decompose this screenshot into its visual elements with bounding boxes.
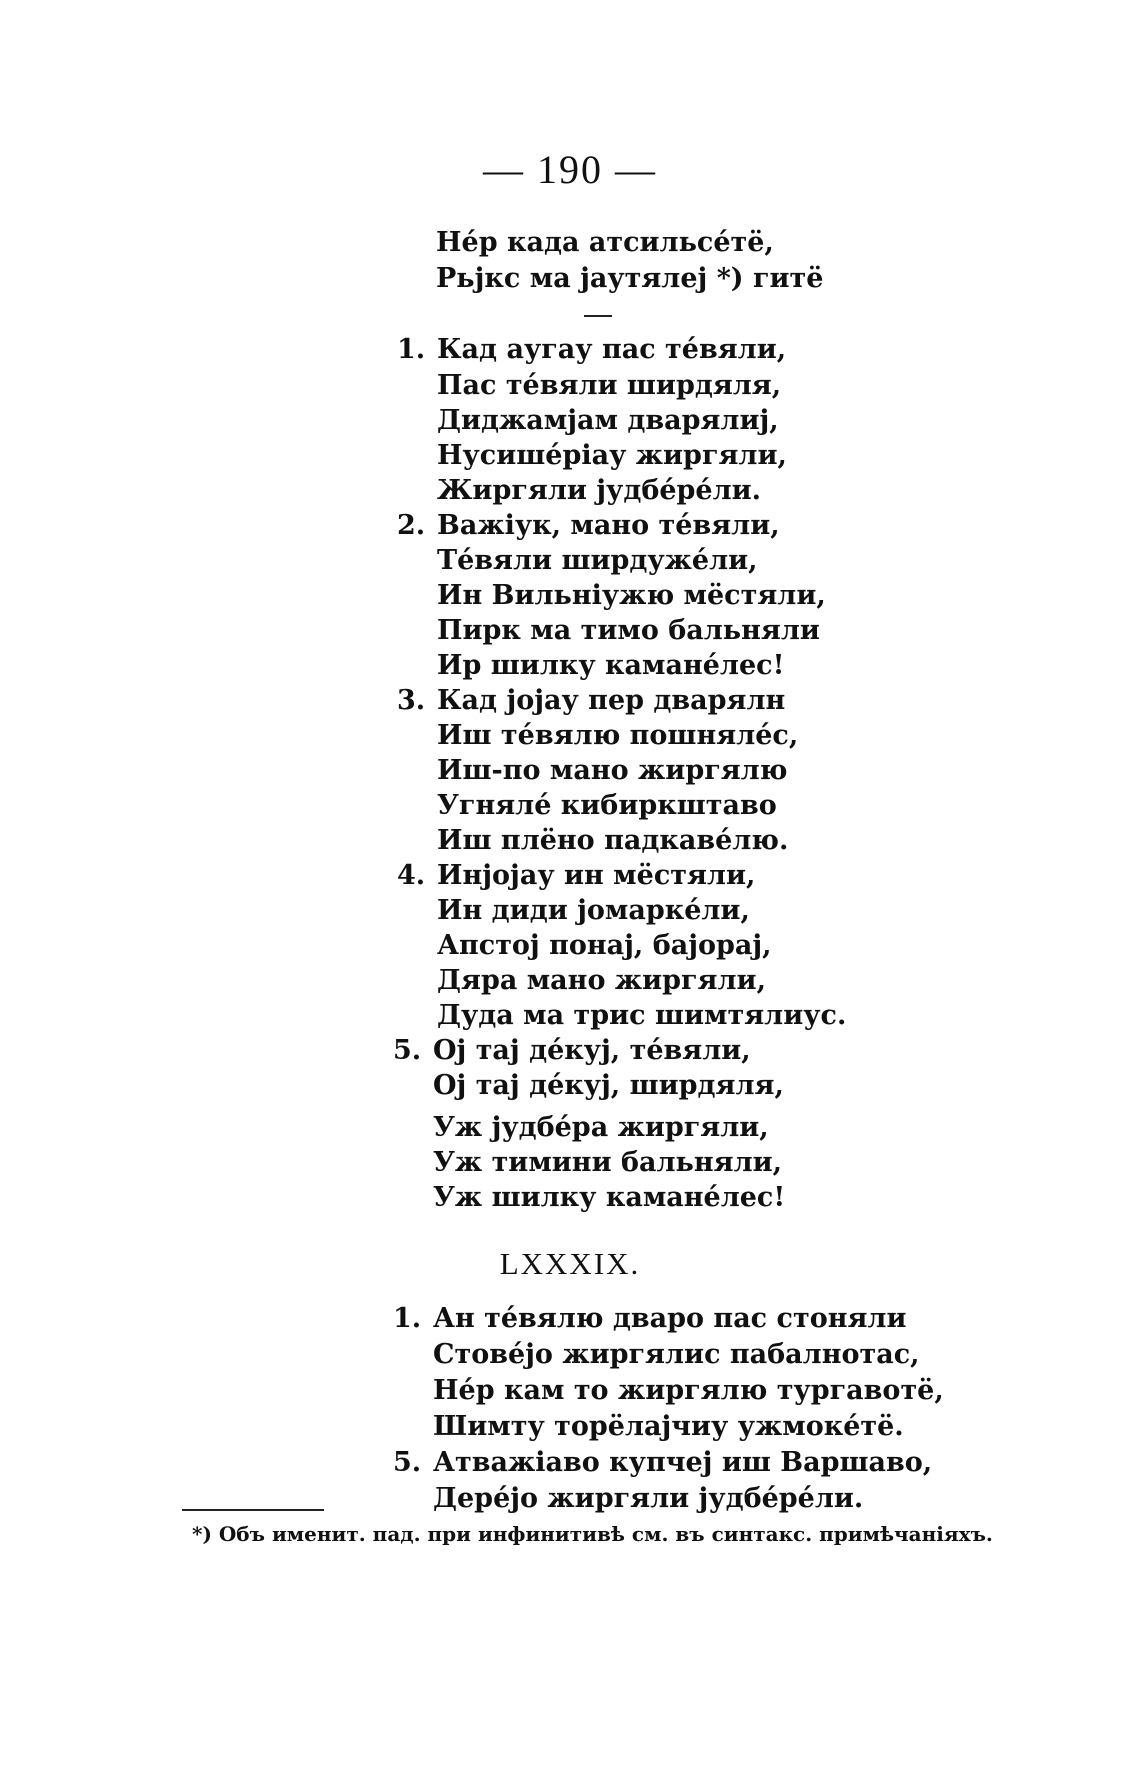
stanza-line: Ој тај дéкуј, ширдяля, [433,1070,784,1101]
stanza-line: Диджамјам дварялиј, [437,405,779,436]
stanza-line: 4. Инјојау ин мёстяли, [397,860,756,891]
stanza-number: 5. [393,1447,422,1478]
stanza-line: 5. Ој тај дéкуј, тéвяли, [393,1035,751,1066]
stanza-line: Тéвяли ширдужéли, [437,545,758,576]
stanza-line: Уж тимини бальняли, [433,1147,783,1178]
stanza-line: Дуда ма трис шимтялиус. [437,1000,847,1031]
stanza-line: 1. Кад аугау пас тéвяли, [397,334,787,365]
stanza-line: Шимту торёлајчиу ужмокéтё. [433,1411,904,1442]
stanza-line: Ин Вильніужю мёстяли, [437,580,826,611]
stanza-number: 1. [397,334,426,365]
stanza-number: 2. [397,510,426,541]
stanza-number: 4. [397,860,426,891]
stanza-line: Ир шилку каманéлес! [437,650,785,681]
stanza-line: 1. Ан тéвялю дваро пас стоняли [393,1303,907,1334]
section-heading: LXXXIX. [499,1246,641,1281]
stanza-number: 3. [397,685,426,716]
stanza-line: Уж шилку каманéлес! [433,1182,786,1213]
stanza-line: Ин диди јомаркéли, [437,895,750,926]
stanza-line: Стовéјо жиргялис пабалнотас, [433,1339,920,1370]
stanza-line: 2. Важіук, мано тéвяли, [397,510,780,541]
stanza-number: 1. [393,1303,422,1334]
stanza-line: 5. Атважіаво купчеј иш Варшаво, [393,1447,933,1478]
stanza-line: Иш-по мано жиргялю [437,755,788,786]
stanza-line: Нусишéріау жиргяли, [437,440,787,471]
stanza-line: Иш плёно падкавéлю. [437,825,789,856]
stanza-line: Угнялé кибиркштаво [437,790,777,821]
stanza-number: 5. [393,1035,422,1066]
stanza-line: Дерéјо жиргяли јудбéрéли. [433,1483,864,1514]
intro-line: Нéр када атсильсéтё, [436,227,774,258]
stanza-line: Нéр кам то жиргялю тургавотё, [433,1375,944,1406]
stanza-line: Уж јудбéра жиргяли, [433,1112,769,1143]
stanza-line: Жиргяли јудбéрéли. [437,475,762,506]
intro-line: Рьјкс ма јаутялеј *) гитё [436,263,824,294]
stanza-line: Пирк ма тимо бальняли [437,615,820,646]
section-divider [584,315,612,317]
footnote-rule [182,1509,324,1511]
stanza-line: Апстој понај, бајорај, [437,930,772,961]
stanza-line: Пас тéвяли ширдяля, [437,370,782,401]
stanza-line: Иш тéвялю пошнялéс, [437,720,799,751]
footnote: *) Объ именит. пад. при инфинитивѣ см. въ синтакс. примѣчаніяхъ. [192,1522,993,1546]
stanza-line: Дяра мано жиргяли, [437,965,766,996]
stanza-line: 3. Кад јојау пер дварялн [397,685,786,716]
page-number: — 190 — [483,147,657,192]
